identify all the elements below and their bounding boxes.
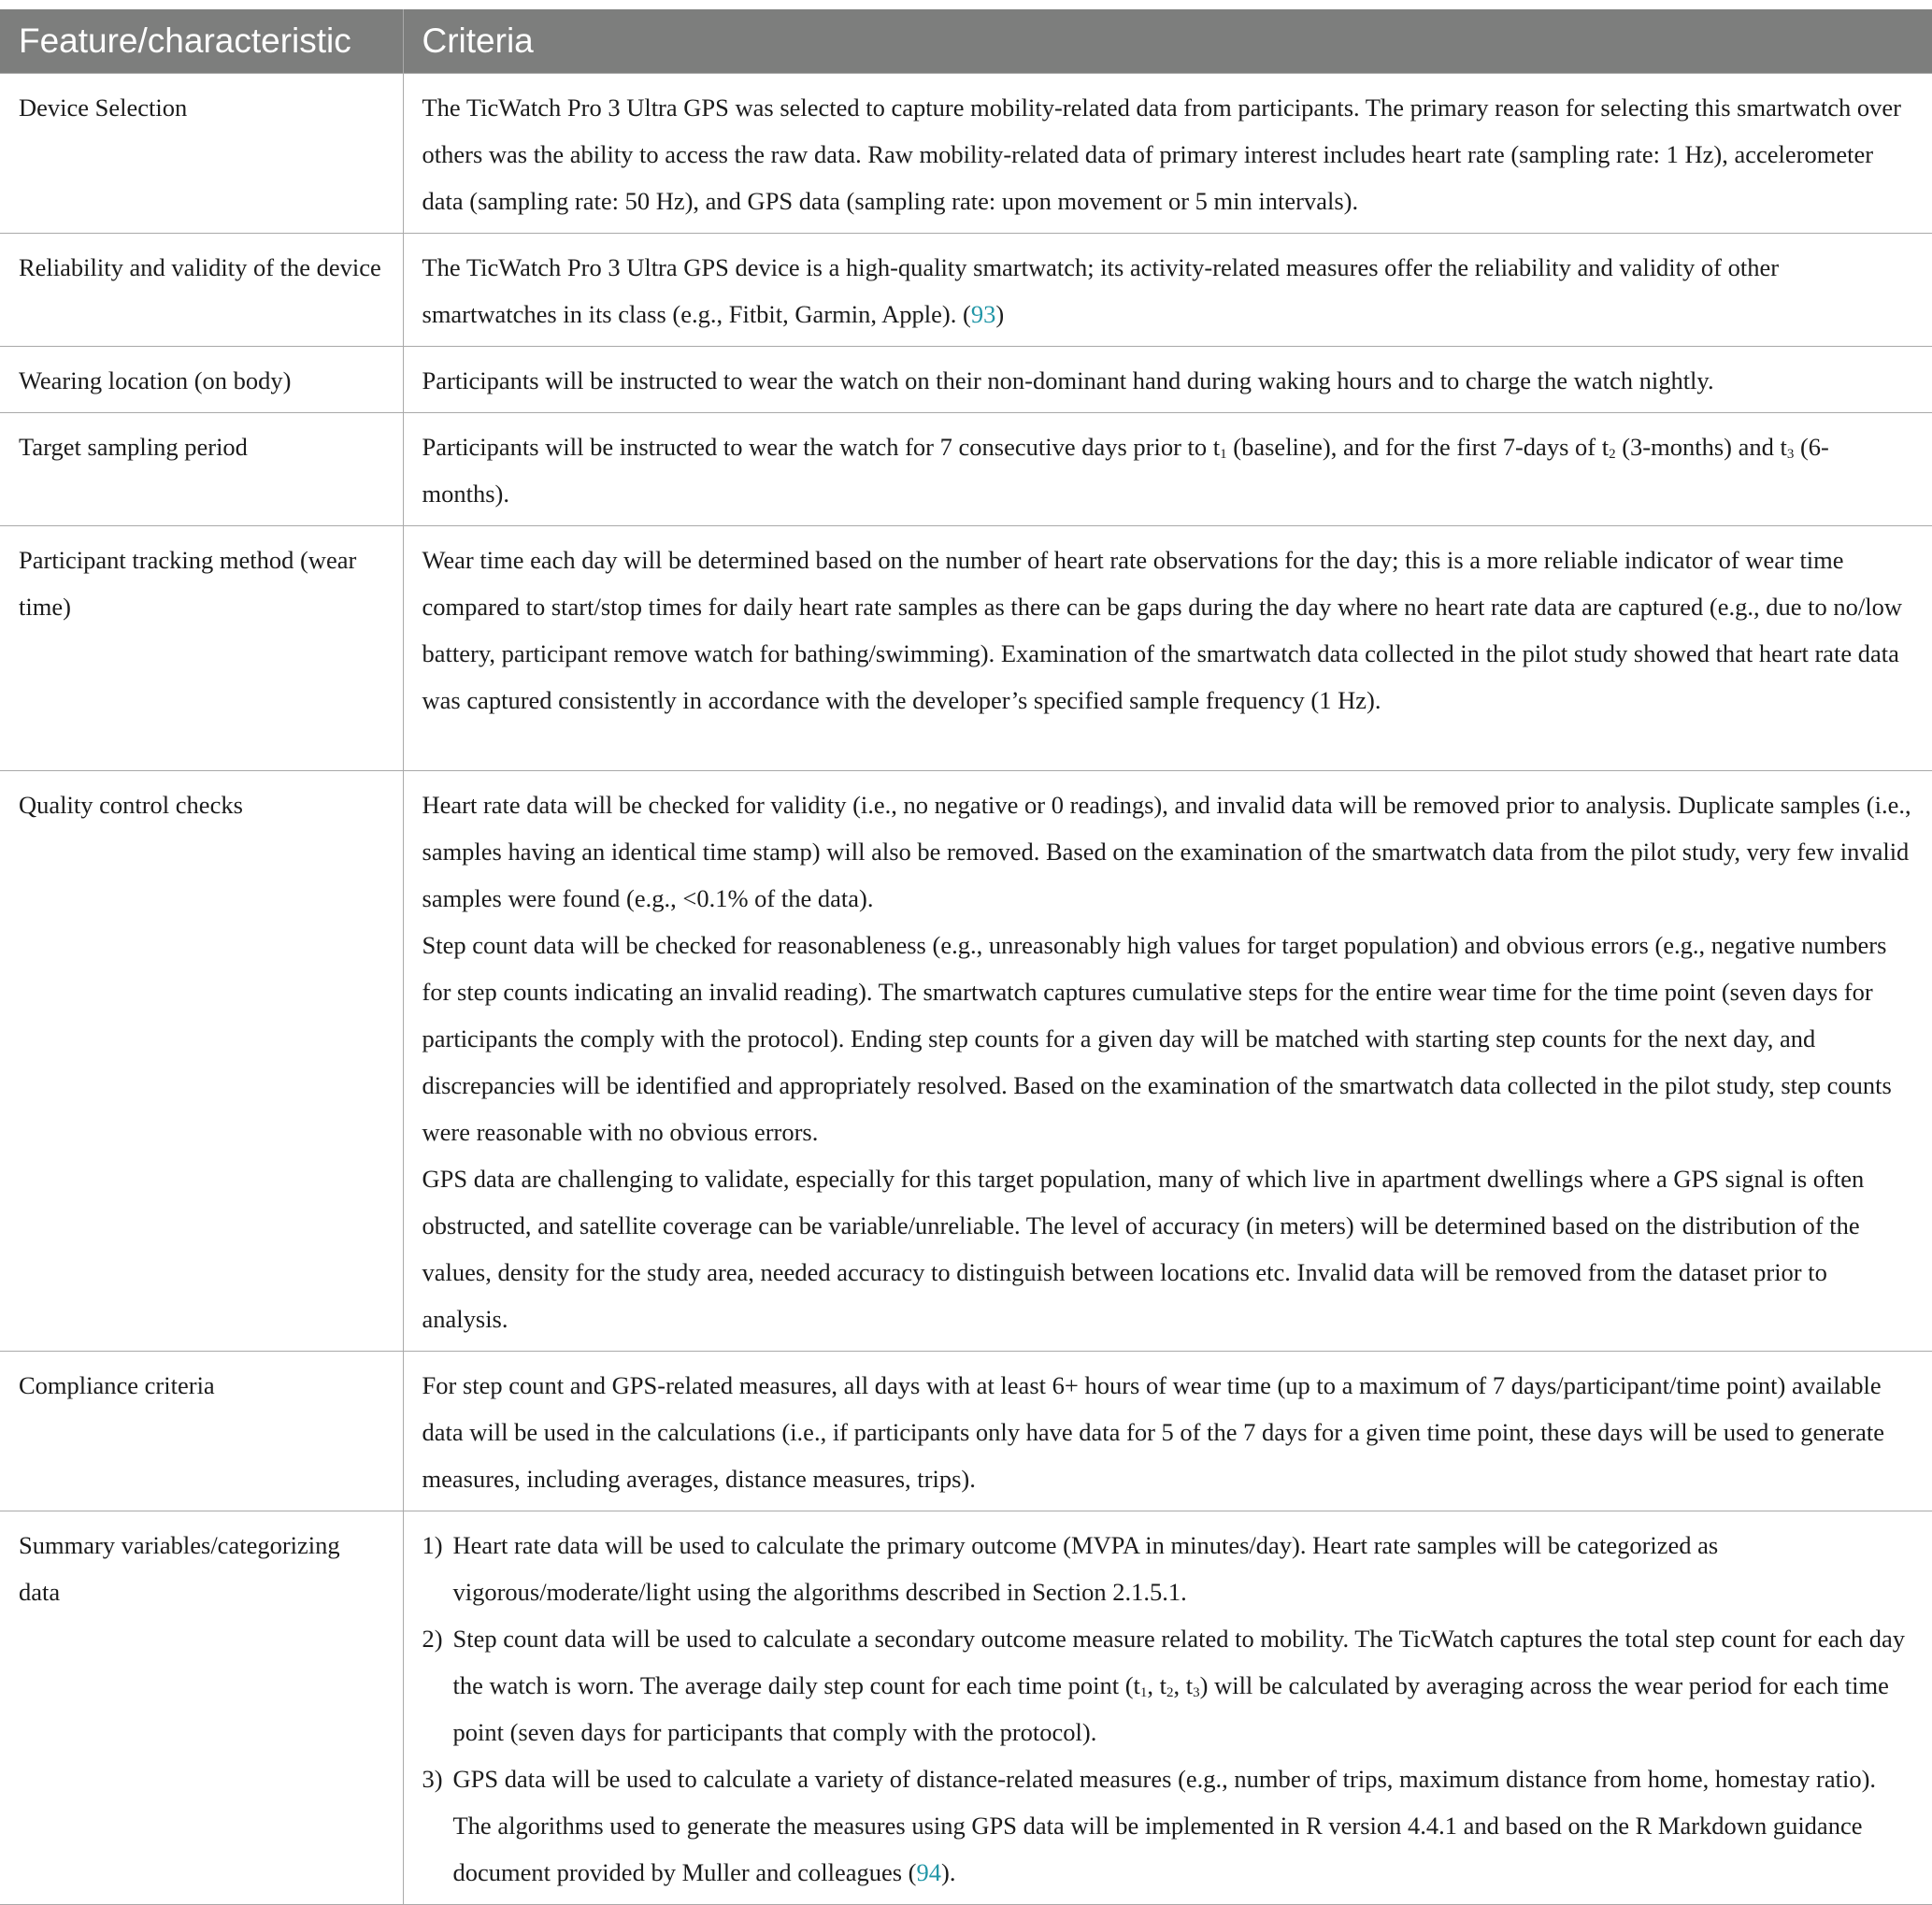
list-text: , t — [1147, 1671, 1166, 1699]
header-feature: Feature/characteristic — [0, 9, 403, 74]
criteria-cell — [403, 1511, 1932, 1905]
header-criteria: Criteria — [403, 9, 1932, 74]
subscript: 3 — [1193, 1685, 1200, 1700]
criteria-text: (6-months). — [422, 433, 1829, 508]
table-row — [0, 413, 1932, 526]
table-row — [0, 347, 1932, 413]
criteria-cell: For step count and GPS-related measures, all days with at least 6+ hours of wear time (up to a maximum of 7 days/participant/time point) available data will be used in the calculations (i.e., if participants only have data for 5 of the 7 days for a given time point, these days will be used to generate measures, including averages, distance measures, trips). — [403, 1352, 1932, 1511]
criteria-cell: Participants will be instructed to wear the watch on their non-dominant hand during waking hours and to charge the watch nightly. — [403, 347, 1932, 413]
reference-link[interactable]: 93 — [970, 300, 996, 328]
criteria-paragraph: Step count data will be checked for reasonableness (e.g., unreasonably high values for target population) and obvious errors (e.g., negative numbers for step counts indicating an invalid reading). The smartwatch captures cumulative steps for the entire wear time for the time point (seven days for participants the comply with the protocol). Ending step counts for a given day will be matched with starting step counts for the next day, and discrepancies will be identified and appropriately resolved. Based on the examination of the smartwatch data collected in the pilot study, step counts were reasonable with no obvious errors. — [422, 931, 1892, 1146]
subscript: 2 — [1609, 447, 1616, 462]
table-row — [0, 74, 1932, 234]
reference-link[interactable]: 94 — [916, 1858, 941, 1886]
criteria-text: ) — [995, 300, 1005, 328]
table-row — [0, 1352, 1932, 1511]
subscript: 3 — [1786, 447, 1795, 462]
feature-cell: Compliance criteria — [0, 1352, 403, 1511]
subscript: 1 — [1139, 1685, 1148, 1700]
list-text: GPS data will be used to calculate a variety of distance-related measures (e.g., number of trips, maximum distance from home, homestay ratio). The algorithms used to generate the measures using GPS data will be implemented in R version 4.4.1 and based on the R Markdown guidance document provided by Muller and colleagues ( — [452, 1765, 1877, 1886]
list-text: ) will be calculated by averaging across the wear period for each time point (seven days for participants that comply with the protocol). — [452, 1671, 1889, 1746]
list-item — [422, 1755, 1914, 1896]
criteria-cell: The TicWatch Pro 3 Ultra GPS was selected to capture mobility-related data from participants. The primary reason for selecting this smartwatch over others was the ability to access the raw data. Raw mobility-related data of primary interest includes heart rate (sampling rate: 1 Hz), accelerometer data (sampling rate: 50 Hz), and GPS data (sampling rate: upon movement or 5 min intervals). — [403, 74, 1932, 234]
criteria-cell: Wear time each day will be determined based on the number of heart rate observations for the day; this is a more reliable indicator of wear time compared to start/stop times for daily heart rate samples as there can be gaps during the day where no heart rate data are captured (e.g., due to no/low battery, participant remove watch for bathing/swimming). Examination of the smartwatch data collected in the pilot study showed that heart rate data was captured consistently in accordance with the developer’s specified sample frequency (1 Hz). — [403, 526, 1932, 771]
list-text: , t — [1173, 1671, 1194, 1699]
list-item — [422, 1615, 1914, 1755]
feature-cell: Quality control checks — [0, 771, 403, 1352]
criteria-text: (baseline), and for the first 7-days of t — [1226, 433, 1610, 461]
list-text: Heart rate data will be used to calculate the primary outcome (MVPA in minutes/day). Heart rate samples will be categorized as vigorous/moderate/light using the algorithms described in Section 2.1.5.1. — [452, 1531, 1719, 1606]
table-row — [0, 1511, 1932, 1905]
criteria-text: The TicWatch Pro 3 Ultra GPS device is a high-quality smartwatch; its activity-related measures offer the reliability and validity of other smartwatches in its class (e.g., Fitbit, Garmin, Apple). ( — [422, 253, 1780, 328]
feature-cell: Device Selection — [0, 74, 403, 234]
table-row — [0, 526, 1932, 771]
feature-cell: Target sampling period — [0, 413, 403, 526]
feature-cell: Summary variables/categorizing data — [0, 1511, 403, 1905]
criteria-text: (3-months) and t — [1615, 433, 1787, 461]
criteria-cell — [403, 234, 1932, 347]
list-number: 2) — [422, 1625, 443, 1653]
feature-cell: Wearing location (on body) — [0, 347, 403, 413]
criteria-cell — [403, 771, 1932, 1352]
feature-cell: Reliability and validity of the device — [0, 234, 403, 347]
feature-cell: Participant tracking method (wear time) — [0, 526, 403, 771]
summary-list — [422, 1522, 1914, 1896]
list-item — [422, 1522, 1914, 1615]
subscript: 1 — [1220, 447, 1227, 462]
list-text: ). — [941, 1858, 956, 1886]
list-text: Step count data will be used to calculate a secondary outcome measure related to mobility. The TicWatch captures the total step count for each day the watch is worn. The average daily step count for each time point (t — [452, 1625, 1905, 1699]
criteria-text: Participants will be instructed to wear the watch for 7 consecutive days prior to t — [422, 433, 1221, 461]
criteria-paragraph: Heart rate data will be checked for validity (i.e., no negative or 0 readings), and invalid data will be removed prior to analysis. Duplicate samples (i.e., samples having an identical time stamp) will also be removed. Based on the examination of the smartwatch data from the pilot study, very few invalid samples were found (e.g., <0.1% of the data). — [422, 791, 1911, 912]
header-row — [0, 9, 1932, 74]
subscript: 2 — [1166, 1685, 1174, 1700]
list-number: 3) — [422, 1765, 443, 1793]
criteria-table — [0, 9, 1932, 1905]
table-row — [0, 771, 1932, 1352]
criteria-cell — [403, 413, 1932, 526]
criteria-paragraph: GPS data are challenging to validate, especially for this target population, many of which live in apartment dwellings where a GPS signal is often obstructed, and satellite coverage can be variable/unreliable. The level of accuracy (in meters) will be determined based on the distribution of the values, density for the study area, needed accuracy to distinguish between locations etc. Invalid data will be removed from the dataset prior to analysis. — [422, 1165, 1865, 1333]
list-number: 1) — [422, 1531, 443, 1559]
table-row — [0, 234, 1932, 347]
